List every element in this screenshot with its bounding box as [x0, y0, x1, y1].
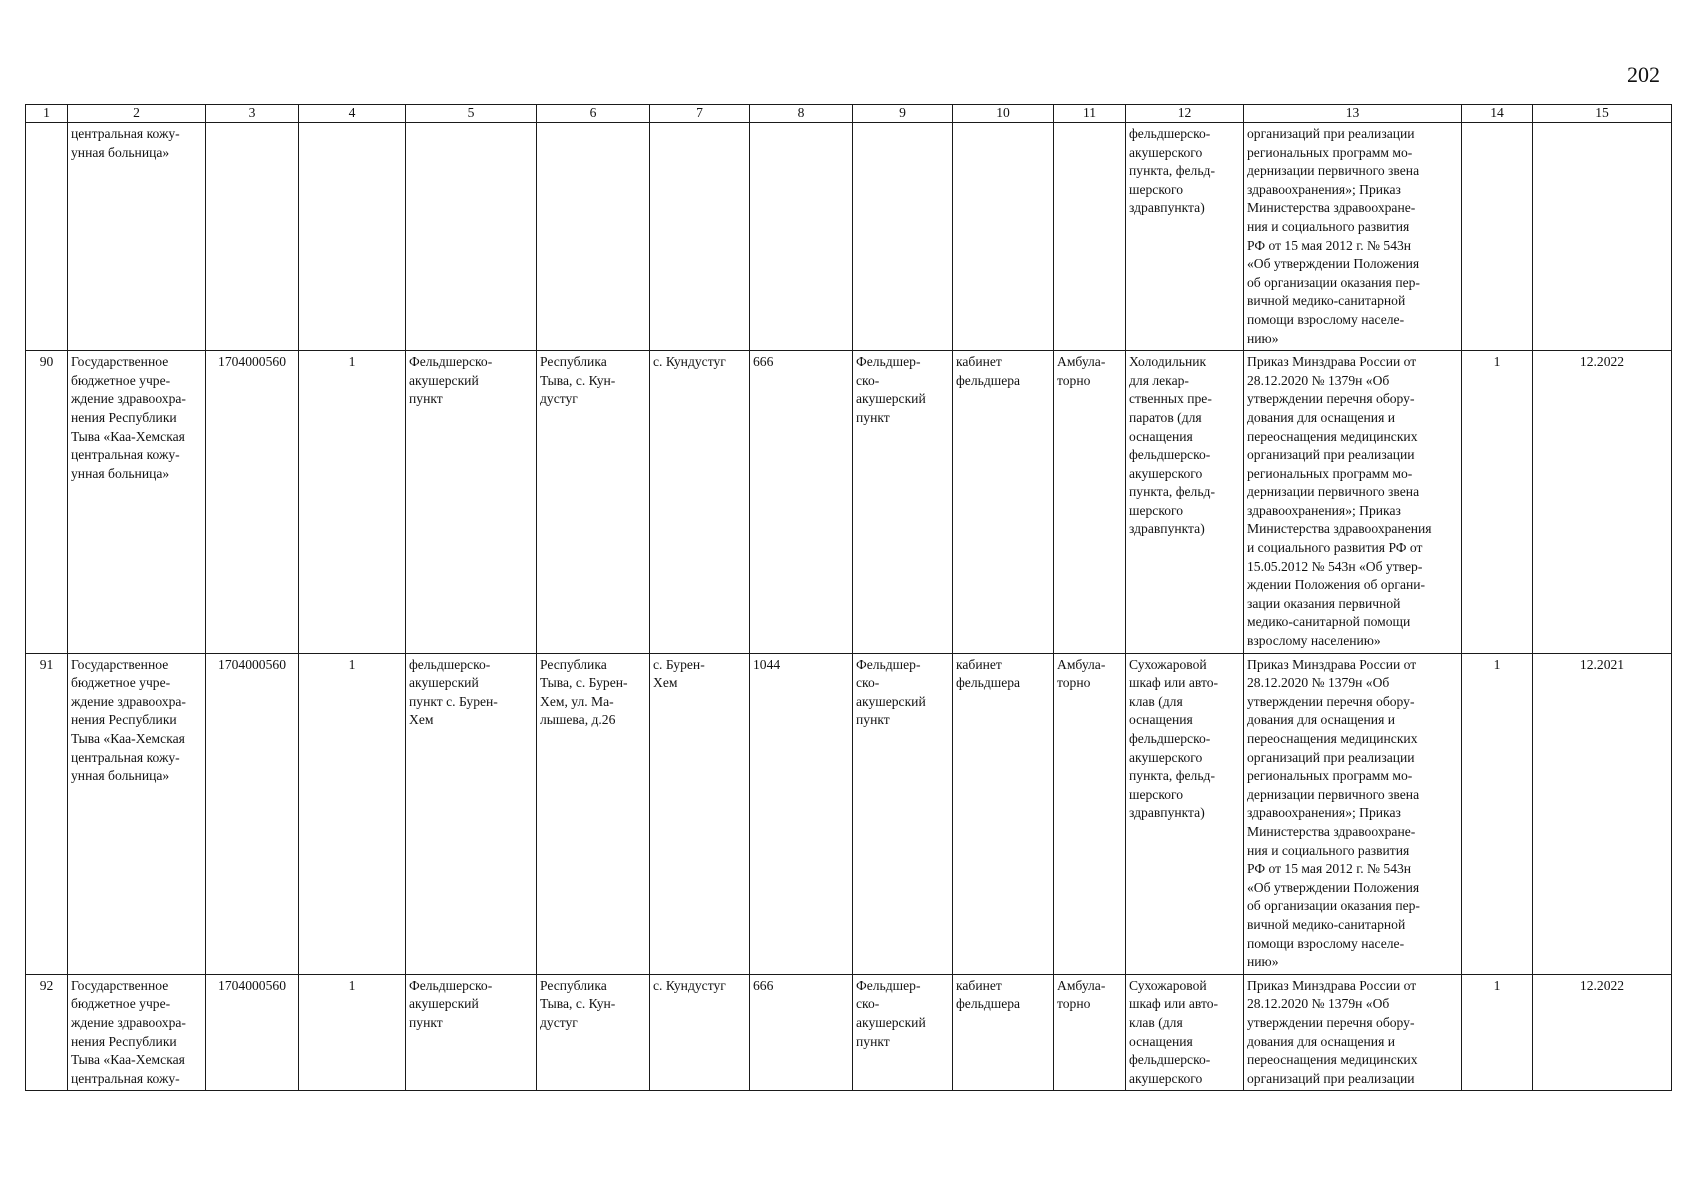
- unit-count: 1: [299, 351, 406, 654]
- col-header: 12: [1126, 105, 1244, 123]
- page-number: 202: [1627, 62, 1660, 87]
- population: 666: [750, 974, 853, 1091]
- population: 1044: [750, 653, 853, 974]
- inn: 1704000560: [206, 653, 299, 974]
- care-condition: [1054, 123, 1126, 351]
- institution-name: центральная кожу- унная больница»: [68, 123, 206, 351]
- facility-type: Фельдшерско- акушерский пункт: [406, 974, 537, 1091]
- room: кабинет фельдшера: [953, 351, 1054, 654]
- col-header: 8: [750, 105, 853, 123]
- settlement: с. Кундустуг: [650, 351, 750, 654]
- address: Республика Тыва, с. Бурен- Хем, ул. Ма- лышева, д.26: [537, 653, 650, 974]
- row-number: 90: [26, 351, 68, 654]
- care-condition: Амбула- торно: [1054, 653, 1126, 974]
- inn: 1704000560: [206, 974, 299, 1091]
- unit-count: 1: [299, 974, 406, 1091]
- table-row-continuation: [26, 123, 1672, 351]
- settlement: с. Бурен- Хем: [650, 653, 750, 974]
- population: 666: [750, 351, 853, 654]
- table-row: [26, 653, 1672, 974]
- institution-name: Государственное бюджетное учре- ждение здравоохра- нения Республики Тыва «Каа-Хемская центральная кожу- унная больница»: [68, 653, 206, 974]
- table-row: [26, 351, 1672, 654]
- facility-type: Фельдшерско- акушерский пункт: [406, 351, 537, 654]
- institution-name: Государственное бюджетное учре- ждение здравоохра- нения Республики Тыва «Каа-Хемская центральная кожу- унная больница»: [68, 351, 206, 654]
- col-header: 15: [1533, 105, 1672, 123]
- equipment: Холодильник для лекар- ственных пре- паратов (для оснащения фельдшерско- акушерского пункта, фельд- шерского здравпункта): [1126, 351, 1244, 654]
- equipment: фельдшерско- акушерского пункта, фельд- шерского здравпункта): [1126, 123, 1244, 351]
- legal-basis: Приказ Минздрава России от 28.12.2020 № 1379н «Об утверждении перечня обору- дования для оснащения и переоснащения медицинских организаций при реализации региональных программ мо- дернизации первичного звена здравоохранения»; Приказ Министерства здравоохране- ния и социального развития РФ от 15 мая 2012 г. № 543н «Об утверждении Положения об организации оказания пер- вичной медико-санитарной помощи взрослому населе- нию»: [1244, 653, 1462, 974]
- col-header: 2: [68, 105, 206, 123]
- col-header: 13: [1244, 105, 1462, 123]
- quantity: [1462, 123, 1533, 351]
- legal-basis: Приказ Минздрава России от 28.12.2020 № 1379н «Об утверждении перечня обору- дования для оснащения и переоснащения медицинских организаций при реализации: [1244, 974, 1462, 1091]
- quantity: 1: [1462, 974, 1533, 1091]
- room: кабинет фельдшера: [953, 653, 1054, 974]
- equipment: Сухожаровой шкаф или авто- клав (для оснащения фельдшерско- акушерского пункта, фельд- шерского здравпункта): [1126, 653, 1244, 974]
- row-number: 92: [26, 974, 68, 1091]
- col-header: 6: [537, 105, 650, 123]
- facility-type: фельдшерско- акушерский пункт с. Бурен- Хем: [406, 653, 537, 974]
- deadline: 12.2021: [1533, 653, 1672, 974]
- unit-count: 1: [299, 653, 406, 974]
- room: [953, 123, 1054, 351]
- unit-type: Фельдшер- ско- акушерский пункт: [853, 653, 953, 974]
- table-row: [26, 974, 1672, 1091]
- deadline: [1533, 123, 1672, 351]
- unit-count: [299, 123, 406, 351]
- col-header: 4: [299, 105, 406, 123]
- address: Республика Тыва, с. Кун- дустуг: [537, 974, 650, 1091]
- col-header: 1: [26, 105, 68, 123]
- care-condition: Амбула- торно: [1054, 351, 1126, 654]
- unit-type: [853, 123, 953, 351]
- settlement: [650, 123, 750, 351]
- unit-type: Фельдшер- ско- акушерский пункт: [853, 974, 953, 1091]
- column-number-row: [26, 105, 1672, 123]
- facility-type: [406, 123, 537, 351]
- inn: 1704000560: [206, 351, 299, 654]
- institution-name: Государственное бюджетное учре- ждение здравоохра- нения Республики Тыва «Каа-Хемская центральная кожу-: [68, 974, 206, 1091]
- population: [750, 123, 853, 351]
- settlement: с. Кундустуг: [650, 974, 750, 1091]
- col-header: 3: [206, 105, 299, 123]
- care-condition: Амбула- торно: [1054, 974, 1126, 1091]
- col-header: 14: [1462, 105, 1533, 123]
- inn: [206, 123, 299, 351]
- equipment: Сухожаровой шкаф или авто- клав (для оснащения фельдшерско- акушерского: [1126, 974, 1244, 1091]
- address: [537, 123, 650, 351]
- equipment-table: [25, 104, 1672, 1091]
- address: Республика Тыва, с. Кун- дустуг: [537, 351, 650, 654]
- col-header: 10: [953, 105, 1054, 123]
- legal-basis: Приказ Минздрава России от 28.12.2020 № 1379н «Об утверждении перечня обору- дования для оснащения и переоснащения медицинских организаций при реализации региональных программ мо- дернизации первичного звена здравоохранения»; Приказ Министерства здравоохранения и социального развития РФ от 15.05.2012 № 543н «Об утвер- ждении Положения об органи- зации оказания первичной медико-санитарной помощи взрослому населению»: [1244, 351, 1462, 654]
- legal-basis: организаций при реализации региональных программ мо- дернизации первичного звена здравоохранения»; Приказ Министерства здравоохране- ния и социального развития РФ от 15 мая 2012 г. № 543н «Об утверждении Положения об организации оказания пер- вичной медико-санитарной помощи взрослому населе- нию»: [1244, 123, 1462, 351]
- unit-type: Фельдшер- ско- акушерский пункт: [853, 351, 953, 654]
- deadline: 12.2022: [1533, 974, 1672, 1091]
- quantity: 1: [1462, 351, 1533, 654]
- quantity: 1: [1462, 653, 1533, 974]
- deadline: 12.2022: [1533, 351, 1672, 654]
- room: кабинет фельдшера: [953, 974, 1054, 1091]
- col-header: 5: [406, 105, 537, 123]
- col-header: 11: [1054, 105, 1126, 123]
- row-number: [26, 123, 68, 351]
- col-header: 9: [853, 105, 953, 123]
- row-number: 91: [26, 653, 68, 974]
- col-header: 7: [650, 105, 750, 123]
